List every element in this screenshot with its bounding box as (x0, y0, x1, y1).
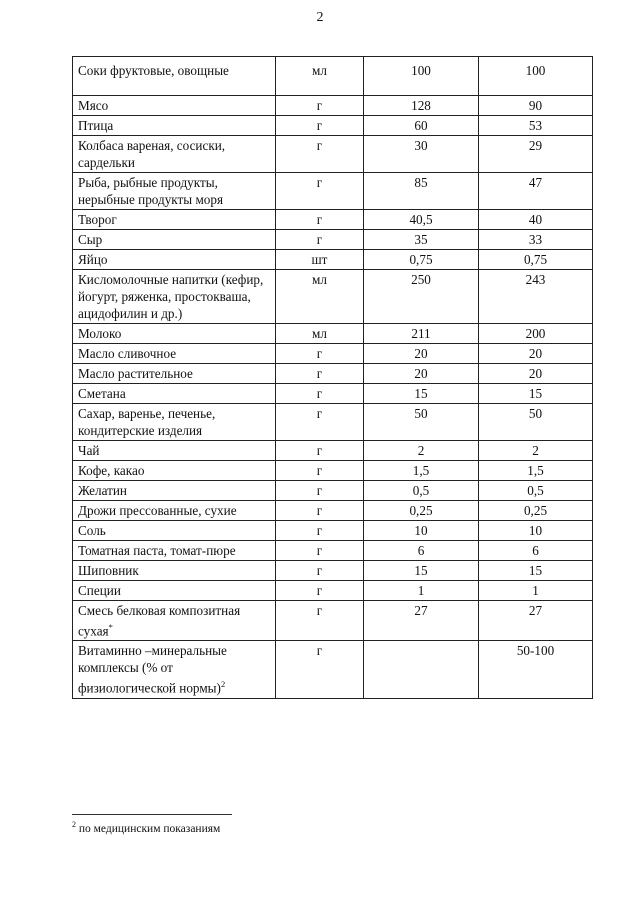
product-name-cell (73, 324, 276, 344)
unit-cell: г (276, 461, 364, 481)
product-name: Смесь белковая композитная сухая (78, 603, 241, 639)
value-cell-2: 0,5 (479, 481, 593, 501)
unit-cell: г (276, 364, 364, 384)
table-row (73, 96, 593, 116)
page-number: 2 (316, 10, 324, 25)
product-name-cell (73, 521, 276, 541)
product-name-cell (73, 230, 276, 250)
footnote-text: по медицинским показаниям (78, 822, 221, 835)
product-name-cell (73, 461, 276, 481)
table-row (73, 230, 593, 250)
value-cell-2: 1,5 (479, 461, 593, 481)
product-name-cell (73, 441, 276, 461)
value-cell-2: 27 (479, 601, 593, 641)
value-cell-1: 35 (364, 230, 479, 250)
unit-cell: г (276, 344, 364, 364)
value-cell-2: 6 (479, 541, 593, 561)
value-cell-2: 90 (479, 96, 593, 116)
value-cell-1: 0,75 (364, 250, 479, 270)
product-name: Кофе, какао (78, 463, 145, 478)
product-name: Мясо (78, 98, 109, 113)
value-cell-1: 50 (364, 404, 479, 441)
unit-cell: мл (276, 324, 364, 344)
product-name: Специи (78, 583, 121, 598)
table-body (73, 57, 593, 699)
value-cell-1: 211 (364, 324, 479, 344)
product-name-cell (73, 173, 276, 210)
product-name-cell (73, 57, 276, 96)
value-cell-2: 20 (479, 364, 593, 384)
unit-cell: г (276, 561, 364, 581)
table-row (73, 57, 593, 96)
value-cell-1: 6 (364, 541, 479, 561)
product-name-cell (73, 561, 276, 581)
product-name: Соль (78, 523, 106, 538)
product-name: Шиповник (78, 563, 139, 578)
product-name-cell (73, 364, 276, 384)
unit-cell: г (276, 481, 364, 501)
product-name-cell (73, 581, 276, 601)
product-name-cell (73, 541, 276, 561)
product-name: Кисломолочные напитки (кефир, йогурт, ряженка, простокваша, ацидофилин и др.) (78, 272, 264, 321)
table-row (73, 324, 593, 344)
value-cell-2: 1 (479, 581, 593, 601)
product-name-cell (73, 404, 276, 441)
table-row (73, 344, 593, 364)
value-cell-2: 50 (479, 404, 593, 441)
table-row (73, 116, 593, 136)
value-cell-2: 200 (479, 324, 593, 344)
value-cell-1: 20 (364, 344, 479, 364)
product-name-cell (73, 250, 276, 270)
value-cell-1: 10 (364, 521, 479, 541)
value-cell-1: 0,5 (364, 481, 479, 501)
unit-cell: мл (276, 57, 364, 96)
product-name-cell (73, 96, 276, 116)
value-cell-2: 29 (479, 136, 593, 173)
product-name: Птица (78, 118, 114, 133)
footnote (72, 820, 220, 835)
value-cell-1: 15 (364, 561, 479, 581)
unit-cell: мл (276, 270, 364, 324)
unit-cell: шт (276, 250, 364, 270)
product-name: Сыр (78, 232, 103, 247)
value-cell-2: 243 (479, 270, 593, 324)
product-name-cell (73, 344, 276, 364)
table-row (73, 250, 593, 270)
value-cell-1: 250 (364, 270, 479, 324)
unit-cell: г (276, 501, 364, 521)
product-name: Масло сливочное (78, 346, 177, 361)
product-name: Творог (78, 212, 117, 227)
food-norms-table (72, 56, 593, 699)
product-name-cell (73, 384, 276, 404)
product-name: Сметана (78, 386, 126, 401)
product-name: Желатин (78, 483, 127, 498)
product-name-cell (73, 641, 276, 698)
footnote-mark: 2 (72, 820, 76, 829)
value-cell-1: 128 (364, 96, 479, 116)
unit-cell: г (276, 230, 364, 250)
footnote-ref: 2 (220, 679, 226, 690)
product-name: Молоко (78, 326, 122, 341)
unit-cell: г (276, 210, 364, 230)
value-cell-1: 85 (364, 173, 479, 210)
value-cell-2: 2 (479, 441, 593, 461)
product-name: Сахар, варенье, печенье, кондитерские изделия (78, 406, 216, 438)
value-cell-2: 53 (479, 116, 593, 136)
product-name: Яйцо (78, 252, 108, 267)
product-name-cell (73, 481, 276, 501)
table-row (73, 404, 593, 441)
value-cell-1: 60 (364, 116, 479, 136)
product-name: Соки фруктовые, овощные (78, 63, 229, 78)
value-cell-1: 2 (364, 441, 479, 461)
unit-cell: г (276, 441, 364, 461)
value-cell-2: 20 (479, 344, 593, 364)
product-name: Масло растительное (78, 366, 193, 381)
unit-cell: г (276, 521, 364, 541)
value-cell-1: 15 (364, 384, 479, 404)
unit-cell: г (276, 384, 364, 404)
unit-cell: г (276, 404, 364, 441)
product-name-cell (73, 501, 276, 521)
product-name: Витаминно –минеральные комплексы (% от физиологической нормы) (78, 643, 227, 696)
table-row (73, 561, 593, 581)
product-name: Чай (78, 443, 100, 458)
unit-cell: г (276, 541, 364, 561)
footnote-divider (72, 814, 232, 815)
product-name: Рыба, рыбные продукты, нерыбные продукты моря (78, 175, 224, 207)
unit-cell: г (276, 136, 364, 173)
value-cell-2: 47 (479, 173, 593, 210)
table-row (73, 384, 593, 404)
unit-cell: г (276, 173, 364, 210)
value-cell-1: 1,5 (364, 461, 479, 481)
table-row (73, 521, 593, 541)
footnote-ref: * (108, 622, 113, 632)
value-cell-1: 100 (364, 57, 479, 96)
table-row (73, 601, 593, 641)
table-row (73, 173, 593, 210)
value-cell-2: 33 (479, 230, 593, 250)
table-row (73, 210, 593, 230)
unit-cell: г (276, 581, 364, 601)
value-cell-2: 15 (479, 384, 593, 404)
unit-cell: г (276, 116, 364, 136)
product-name-cell (73, 116, 276, 136)
table-row (73, 364, 593, 384)
table-row (73, 441, 593, 461)
value-cell-1: 0,25 (364, 501, 479, 521)
table-row (73, 270, 593, 324)
value-cell-2: 10 (479, 521, 593, 541)
value-cell-1 (364, 641, 479, 698)
value-cell-1: 40,5 (364, 210, 479, 230)
value-cell-2: 0,75 (479, 250, 593, 270)
table-row (73, 581, 593, 601)
unit-cell: г (276, 601, 364, 641)
unit-cell: г (276, 641, 364, 698)
table-row (73, 481, 593, 501)
table-row (73, 501, 593, 521)
value-cell-2: 40 (479, 210, 593, 230)
product-name: Дрожи прессованные, сухие (78, 503, 237, 518)
product-name: Томатная паста, томат-пюре (78, 543, 236, 558)
table-row (73, 541, 593, 561)
product-name-cell (73, 270, 276, 324)
value-cell-2: 15 (479, 561, 593, 581)
table-row (73, 461, 593, 481)
value-cell-1: 27 (364, 601, 479, 641)
product-name-cell (73, 210, 276, 230)
value-cell-2: 50-100 (479, 641, 593, 698)
unit-cell: г (276, 96, 364, 116)
table-row (73, 136, 593, 173)
value-cell-1: 1 (364, 581, 479, 601)
value-cell-1: 30 (364, 136, 479, 173)
product-name-cell (73, 601, 276, 641)
value-cell-1: 20 (364, 364, 479, 384)
table-row (73, 641, 593, 698)
product-name: Колбаса вареная, сосиски, сардельки (78, 138, 226, 170)
value-cell-2: 100 (479, 57, 593, 96)
product-name-cell (73, 136, 276, 173)
value-cell-2: 0,25 (479, 501, 593, 521)
